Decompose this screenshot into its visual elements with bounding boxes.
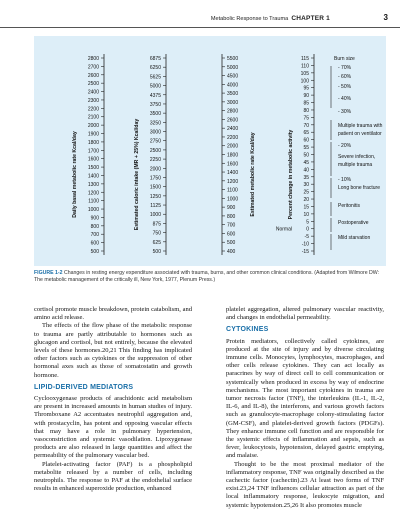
nomogram-tick-label: 1750 — [149, 175, 161, 182]
nomogram-tick-label: 2200 — [227, 134, 239, 141]
nomogram-tick-label: 50 — [303, 152, 309, 159]
nomogram-tick-label: 40 — [303, 167, 309, 174]
nomogram-tick-label: 800 — [90, 223, 99, 230]
condition-label: - 70% — [338, 65, 352, 71]
section-heading-lipid: LIPID-DERIVED MEDIATORS — [34, 383, 134, 391]
nomogram-axis-title-1: Daily basal metabolic rate Kcal/day — [72, 131, 78, 218]
nomogram-tick-label: 1400 — [227, 170, 239, 177]
right-column — [226, 306, 384, 510]
nomogram-tick-label: 1600 — [87, 156, 99, 163]
nomogram-tick-label: 3250 — [149, 120, 161, 127]
nomogram-tick-label: 75 — [303, 115, 309, 122]
condition-label: - 50% — [338, 84, 352, 90]
nomogram-tick-label: 2200 — [87, 106, 99, 113]
nomogram-tick-label: 700 — [227, 222, 236, 229]
nomogram-tick-label: 1250 — [149, 193, 161, 200]
nomogram-tick-label: 2100 — [87, 114, 99, 121]
nomogram-tick-label: 900 — [227, 205, 236, 212]
condition-label: Severe infection, — [338, 154, 376, 160]
nomogram-tick-label: 2600 — [87, 72, 99, 79]
nomogram-svg — [34, 36, 386, 266]
nomogram-tick-label: 3000 — [149, 129, 161, 136]
left-paragraph-1: cortisol promote muscle breakdown, protein catabolism, and amino acid release. — [34, 306, 192, 322]
nomogram-tick-label: 20 — [303, 197, 309, 204]
condition-label: - 20% — [338, 143, 352, 149]
nomogram-tick-label: 95 — [303, 85, 309, 92]
nomogram-tick-label: 800 — [227, 213, 236, 220]
nomogram-tick-label: 2400 — [87, 89, 99, 96]
condition-label: - 60% — [338, 74, 352, 80]
nomogram-tick-label: 30 — [303, 182, 309, 189]
nomogram-tick-label: 2300 — [87, 97, 99, 104]
left-column — [34, 306, 192, 493]
nomogram-tick-label: 2750 — [149, 138, 161, 145]
nomogram-tick-label: 0 — [306, 226, 309, 233]
nomogram-tick-label: 2400 — [227, 126, 239, 133]
figure-caption — [34, 270, 384, 284]
figure-caption-text: Changes in resting energy expenditure associated with trauma, burns, and other common clinical conditions. (Adapted from Wilmore DW: The metabolic management of the critically ill, New York, 1977, Plenum Press.) — [34, 270, 380, 283]
nomogram-tick-label: 5500 — [227, 56, 239, 62]
nomogram-tick-label: 875 — [152, 221, 161, 228]
nomogram-tick-label: 900 — [90, 215, 99, 222]
condition-label: Peritonitis — [338, 203, 360, 209]
nomogram-tick-label: 1500 — [87, 165, 99, 172]
condition-label: - 10% — [338, 177, 352, 183]
right-paragraph-2: Protein mediators, collectively called cytokines, are produced at the site of injury and by diverse circulating immune cells. Monocytes, lymphocytes, macrophages, and other cells release cytokines. They can act locally as paracrines by way of direct cell to cell communication or systemically when produced in excess by way of endocrine mechanisms. The most important cytokines in trauma are tumor necrosis factor (TNF), the interleukins (IL-1, IL-2, IL-6, and IL-8), the interferons, and various growth factors such as granulocyte-macrophage colony-stimulating factor (GM-CSF), and platelet-derived growth factors (PDGFs). They enhance immune cell function and are responsible for the systemic effects of inflammation and sepsis, such as fever, leukocytosis, hypotension, delayed gastric emptying, and malaise. — [226, 337, 384, 460]
nomogram-tick-label: 35 — [303, 174, 309, 181]
running-title: Metabolic Response to Trauma CHAPTER 1 — [210, 15, 330, 22]
nomogram-tick-label: 90 — [303, 93, 309, 100]
nomogram-tick-label: 110 — [301, 63, 309, 70]
nomogram-tick-label: 1100 — [88, 198, 99, 205]
page-number: 3 — [383, 13, 388, 22]
nomogram-tick-label: 115 — [301, 56, 309, 62]
nomogram-tick-label: 1800 — [87, 139, 99, 146]
condition-label: Burn size — [334, 56, 355, 62]
header-rule — [0, 27, 400, 28]
nomogram-tick-label: 1200 — [227, 178, 239, 185]
right-paragraph-3: Thought to be the most proximal mediator of the inflammatory response, TNF was originally described as the cachectic factor (cachectin).23 At least two forms of TNF exist.23,24 TNF influences cellular attraction as part of the local inflammatory response, leukocyte migration, and systemic hypotension.25,26 It also promotes muscle — [226, 460, 384, 509]
condition-label: patient on ventilator — [338, 131, 382, 137]
condition-label: Multiple trauma with — [338, 123, 383, 129]
nomogram-tick-label: 1900 — [87, 131, 99, 138]
nomogram-tick-label: -10 — [301, 241, 309, 248]
nomogram-tick-label: 1100 — [227, 187, 238, 194]
nomogram-tick-label: 6250 — [149, 65, 161, 72]
nomogram-tick-label: 2700 — [87, 64, 99, 71]
nomogram-tick-label: 1800 — [227, 152, 239, 159]
nomogram-tick-label: 2250 — [149, 157, 161, 164]
nomogram-tick-label: 5 — [306, 219, 309, 226]
nomogram-tick-label: 1300 — [87, 181, 99, 188]
section-heading-cytokines: CYTOKINES — [226, 326, 269, 334]
nomogram-tick-label: 65 — [303, 130, 309, 137]
nomogram-tick-label: 600 — [227, 231, 236, 238]
condition-label: Postoperative — [338, 220, 369, 226]
nomogram-tick-label: 700 — [90, 232, 99, 239]
left-paragraph-2: The effects of the flow phase of the metabolic response to trauma are partly attributable to hormones such as glucagon and cortisol, but not entirely, because the elevated levels of these hormones.20,21 This finding has implicated other factors such as cytokines or the suppression of other hormonal axes such as those of somatostatin and growth hormone. — [34, 322, 192, 379]
nomogram-tick-label: 2000 — [149, 166, 161, 173]
nomogram-tick-label: 80 — [303, 107, 309, 114]
nomogram-tick-label: 1500 — [149, 184, 161, 191]
nomogram-tick-label: 2600 — [227, 117, 239, 124]
nomogram-tick-label: -15 — [301, 249, 309, 255]
nomogram-tick-label: 750 — [152, 230, 161, 237]
nomogram-tick-label: 625 — [152, 239, 161, 246]
nomogram-tick-label: 4375 — [149, 92, 161, 99]
nomogram-tick-label: 6875 — [149, 56, 161, 62]
condition-label: - 30% — [338, 109, 352, 115]
normal-label: Normal — [275, 226, 292, 233]
nomogram-tick-label: 600 — [90, 240, 99, 247]
nomogram-axis-title-2: Estimated caloric intake (MR + 25%) Kcal/day — [134, 118, 140, 231]
condition-label: Long bone fracture — [338, 185, 380, 191]
nomogram-tick-label: 5000 — [149, 83, 161, 90]
nomogram-tick-label: 70 — [303, 122, 309, 129]
nomogram-tick-label: 100 — [300, 78, 309, 85]
nomogram-tick-label: 1400 — [87, 173, 99, 180]
nomogram-tick-label: 1600 — [227, 161, 239, 168]
nomogram-tick-label: 2000 — [227, 143, 239, 150]
nomogram-tick-label: 4500 — [227, 73, 239, 80]
nomogram-tick-label: 10 — [303, 211, 309, 218]
nomogram-tick-label: 85 — [303, 100, 309, 107]
nomogram-tick-label: 1700 — [87, 148, 99, 155]
nomogram-axis-title-4: Percent change in metabolic activity — [288, 129, 294, 220]
nomogram-tick-label: 500 — [152, 249, 161, 255]
nomogram-tick-label: 1000 — [227, 196, 239, 203]
nomogram-tick-label: 400 — [227, 249, 236, 255]
nomogram-tick-label: 5000 — [227, 64, 239, 71]
nomogram-tick-label: 500 — [227, 240, 236, 247]
left-paragraph-4: Platelet-activating factor (PAF) is a phospholipid metabolite released by a number of cells, including neutrophils. The response to PAF at the endothelial surface results in enhanced superoxide production, enhanced — [34, 460, 192, 493]
figure-label: FIGURE 1-2 — [34, 270, 63, 276]
running-header — [0, 13, 400, 27]
left-paragraph-3: Cyclooxygenase products of arachidonic acid metabolism are present in increased amounts in human studies of injury. Thromboxane A2 accentuates neutrophil aggregation and, with prostacyclin, has potent and opposing vascular effects that may have a role in pulmonary hypertension, vasoconstriction and systemic vasodilation. Lipoxygenase products are also released in large quantities and affect the permeability of the pulmonary vascular bed. — [34, 395, 192, 460]
nomogram-tick-label: 2800 — [87, 56, 99, 62]
nomogram-tick-label: 3500 — [227, 91, 239, 98]
nomogram-tick-label: 60 — [303, 137, 309, 144]
right-paragraph-1: platelet aggregation, altered pulmonary vascular reactivity, and changes in endothelial permeability. — [226, 306, 384, 322]
nomogram-tick-label: 3000 — [227, 99, 239, 106]
nomogram-tick-label: 1000 — [87, 207, 99, 214]
nomogram-tick-label: 25 — [303, 189, 309, 196]
condition-label: multiple trauma — [338, 162, 373, 168]
condition-label: - 40% — [338, 96, 352, 102]
nomogram-tick-label: 3500 — [149, 111, 161, 118]
nomogram-axis-title-3: Estimated metabolic rate Kcal/day — [250, 132, 256, 217]
nomogram-tick-label: 4000 — [227, 82, 239, 89]
nomogram-tick-label: 2500 — [87, 81, 99, 88]
nomogram-tick-label: -5 — [304, 234, 309, 241]
condition-label: Mild starvation — [338, 235, 371, 241]
nomogram-tick-label: 45 — [303, 159, 309, 166]
nomogram-tick-label: 2800 — [227, 108, 239, 115]
nomogram-tick-label: 1125 — [150, 203, 161, 210]
nomogram-tick-label: 5625 — [149, 74, 161, 81]
nomogram-tick-label: 15 — [303, 204, 309, 211]
nomogram-tick-label: 3750 — [149, 101, 161, 108]
nomogram-tick-label: 2500 — [149, 147, 161, 154]
nomogram-tick-label: 2000 — [87, 123, 99, 130]
figure-1-2-nomogram — [34, 36, 386, 266]
nomogram-tick-label: 500 — [90, 249, 99, 255]
nomogram-tick-label: 1200 — [87, 190, 99, 197]
nomogram-tick-label: 1000 — [149, 212, 161, 219]
nomogram-tick-label: 55 — [303, 145, 309, 152]
nomogram-tick-label: 105 — [300, 70, 309, 77]
